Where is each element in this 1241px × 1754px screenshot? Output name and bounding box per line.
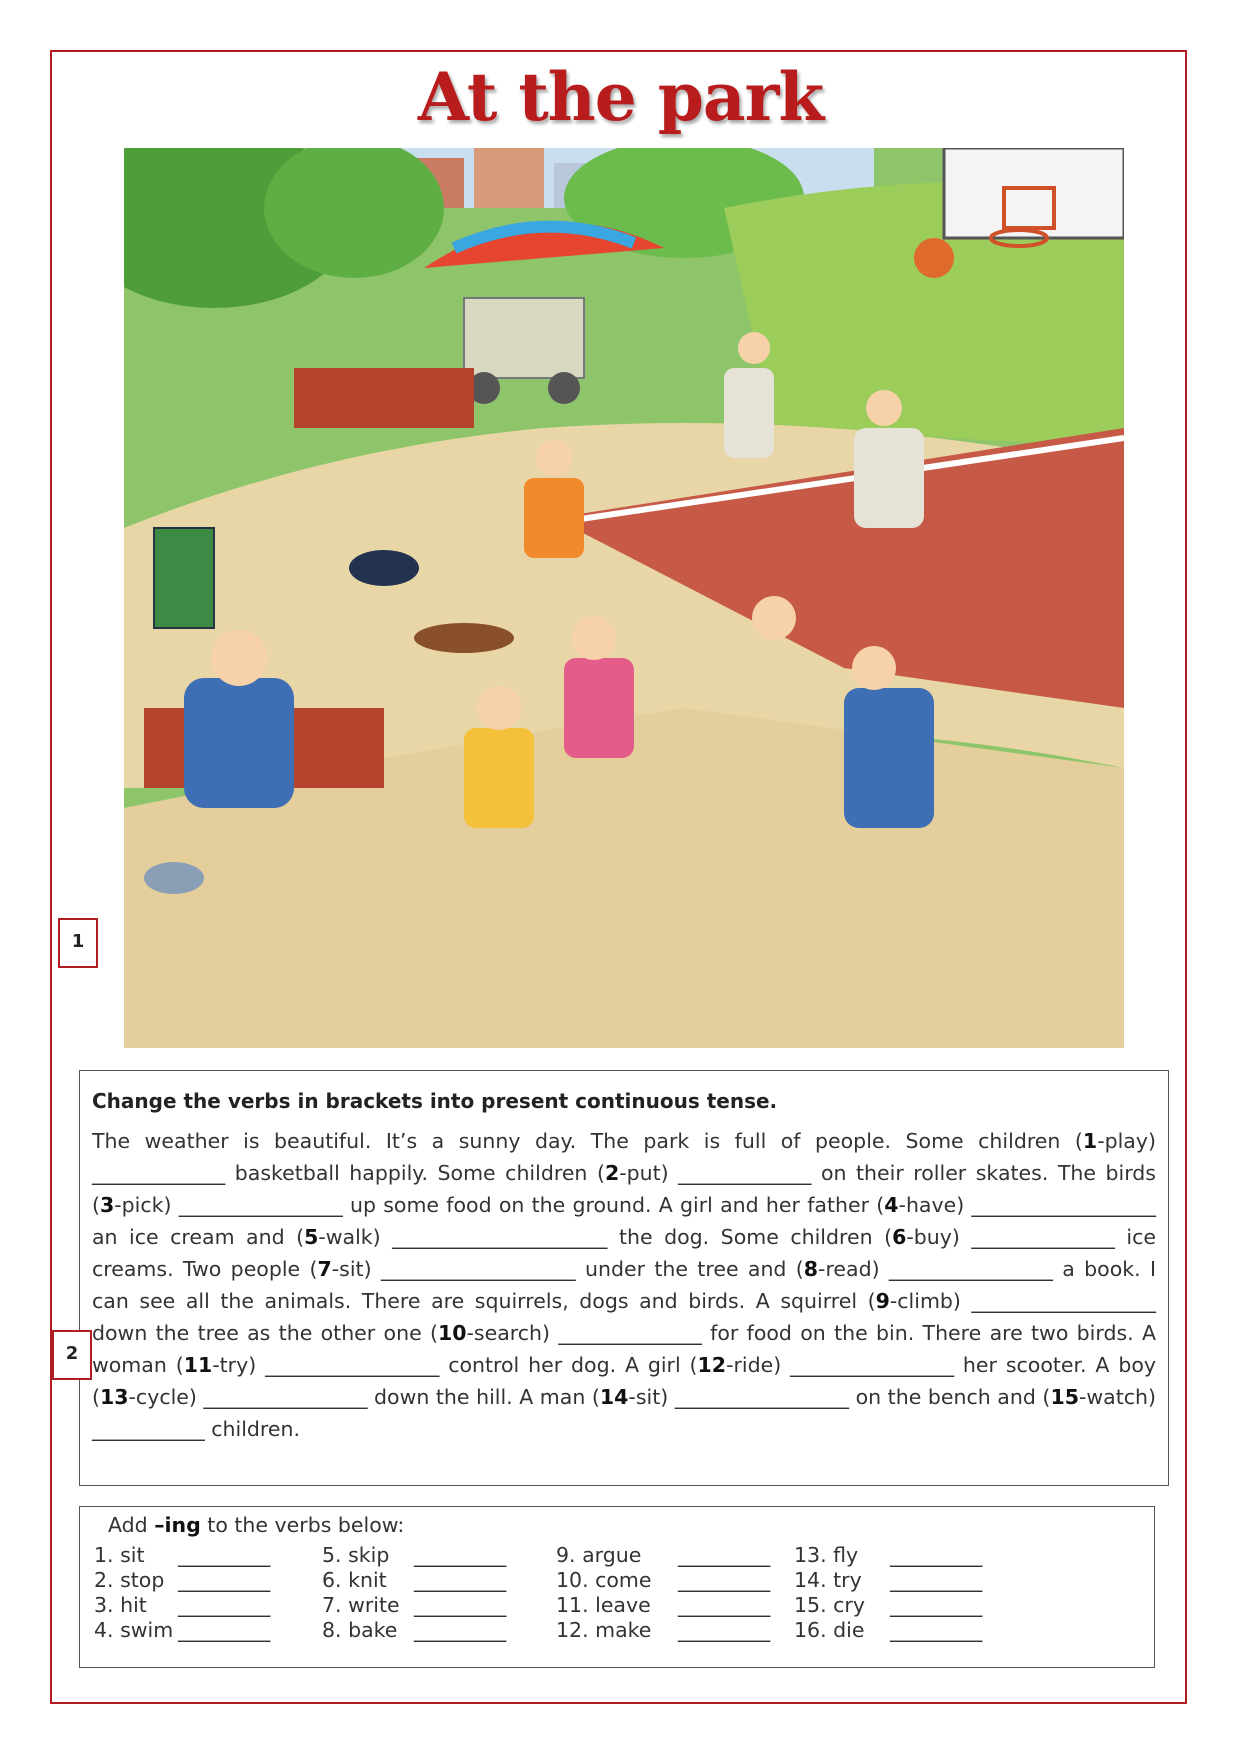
paragraph-text: -watch) ___________ children. (92, 1385, 1156, 1441)
answer-blank[interactable]: _________ (414, 1593, 507, 1617)
answer-blank[interactable]: _________ (178, 1568, 271, 1592)
paragraph-text: -pick) ________________ up some food on the ground. A girl and her father ( (114, 1193, 885, 1217)
verb-item: 1. sit (94, 1543, 145, 1567)
gap-number: 13 (100, 1385, 129, 1409)
answer-blank[interactable]: _________ (890, 1618, 983, 1642)
paragraph-text: The weather is beautiful. It’s a sunny day. The park is full of people. Some children ( (92, 1129, 1083, 1153)
answer-blank[interactable]: _________ (178, 1593, 271, 1617)
answer-blank[interactable]: _________ (678, 1618, 771, 1642)
gap-number: 4 (884, 1193, 899, 1217)
verb-row (94, 1618, 1154, 1646)
paragraph-text: -have) __________________ an ice cream and ( (92, 1193, 1156, 1249)
gap-number: 7 (317, 1257, 332, 1281)
park-illustration (124, 148, 1124, 1048)
gap-number: 1 (1082, 1129, 1098, 1153)
exercise-2-instruction: Add –ing to the verbs below: (108, 1513, 405, 1537)
verb-item: 7. write (322, 1593, 400, 1617)
answer-blank[interactable]: _________ (414, 1568, 507, 1592)
answer-blank[interactable]: _________ (678, 1543, 771, 1567)
verb-item: 13. fly (794, 1543, 859, 1567)
paragraph-text: -put) _____________ on their roller skates. The birds ( (92, 1161, 1156, 1217)
gap-number: 12 (697, 1353, 727, 1377)
answer-blank[interactable]: _________ (890, 1568, 983, 1592)
verb-item: 4. swim (94, 1618, 174, 1642)
paragraph-text: -cycle) ________________ down the hill. A man ( (128, 1385, 600, 1409)
gap-number: 9 (875, 1289, 890, 1313)
gap-number: 10 (437, 1321, 467, 1345)
gap-number: 15 (1050, 1385, 1079, 1409)
answer-blank[interactable]: _________ (678, 1593, 771, 1617)
verb-item: 8. bake (322, 1618, 398, 1642)
verb-item: 2. stop (94, 1568, 165, 1592)
exercise-2 (79, 1506, 1155, 1668)
answer-blank[interactable]: _________ (178, 1618, 271, 1642)
verb-item: 12. make (556, 1618, 652, 1642)
gap-number: 14 (599, 1385, 629, 1409)
exercise-1-text (92, 1125, 1156, 1445)
paragraph-text: -play) _____________ basketball happily. Some children ( (92, 1129, 1156, 1185)
verb-row (94, 1543, 1154, 1571)
answer-blank[interactable]: _________ (890, 1593, 983, 1617)
verb-row (94, 1568, 1154, 1596)
gap-number: 8 (803, 1257, 819, 1281)
exercise-2-number: 2 (52, 1330, 92, 1380)
paragraph-text: -read) ________________ a book. I can see all the animals. There are squirrels, dogs and birds. A squirrel ( (92, 1257, 1157, 1313)
paragraph-text: -sit) ___________________ under the tree and ( (331, 1257, 804, 1281)
exercise-1 (79, 1070, 1169, 1486)
verb-row (94, 1593, 1154, 1621)
gap-number: 2 (604, 1161, 620, 1185)
paragraph-text: -walk) _____________________ the dog. Some children ( (318, 1225, 893, 1249)
paragraph-text: -buy) ______________ ice creams. Two people ( (92, 1225, 1156, 1281)
page-title: At the park (417, 58, 824, 136)
answer-blank[interactable]: _________ (678, 1568, 771, 1592)
verb-item: 9. argue (556, 1543, 642, 1567)
verb-item: 16. die (794, 1618, 865, 1642)
gap-number: 11 (183, 1353, 213, 1377)
paragraph-text: -ride) ________________ her scooter. A boy ( (92, 1353, 1156, 1409)
exercise-1-number: 1 (58, 918, 98, 968)
answer-blank[interactable]: _________ (414, 1543, 507, 1567)
answer-blank[interactable]: _________ (890, 1543, 983, 1567)
verb-item: 6. knit (322, 1568, 387, 1592)
paragraph-text: -sit) _________________ on the bench and ( (628, 1385, 1051, 1409)
paragraph-text: -try) _________________ control her dog. A girl ( (212, 1353, 698, 1377)
verb-item: 15. cry (794, 1593, 865, 1617)
gap-number: 6 (892, 1225, 907, 1249)
paragraph-text: -climb) __________________ down the tree as the other one ( (92, 1289, 1156, 1345)
verb-item: 11. leave (556, 1593, 651, 1617)
verb-item: 10. come (556, 1568, 652, 1592)
park-scene-image (124, 148, 1124, 1048)
answer-blank[interactable]: _________ (178, 1543, 271, 1567)
exercise-1-instruction: Change the verbs in brackets into present continuous tense. (92, 1089, 778, 1113)
verb-item: 5. skip (322, 1543, 390, 1567)
gap-number: 5 (304, 1225, 319, 1249)
paragraph-text: -search) ______________ for food on the bin. There are two birds. A woman ( (92, 1321, 1156, 1377)
verb-item: 14. try (794, 1568, 862, 1592)
answer-blank[interactable]: _________ (414, 1618, 507, 1642)
verb-item: 3. hit (94, 1593, 147, 1617)
gap-number: 3 (100, 1193, 115, 1217)
